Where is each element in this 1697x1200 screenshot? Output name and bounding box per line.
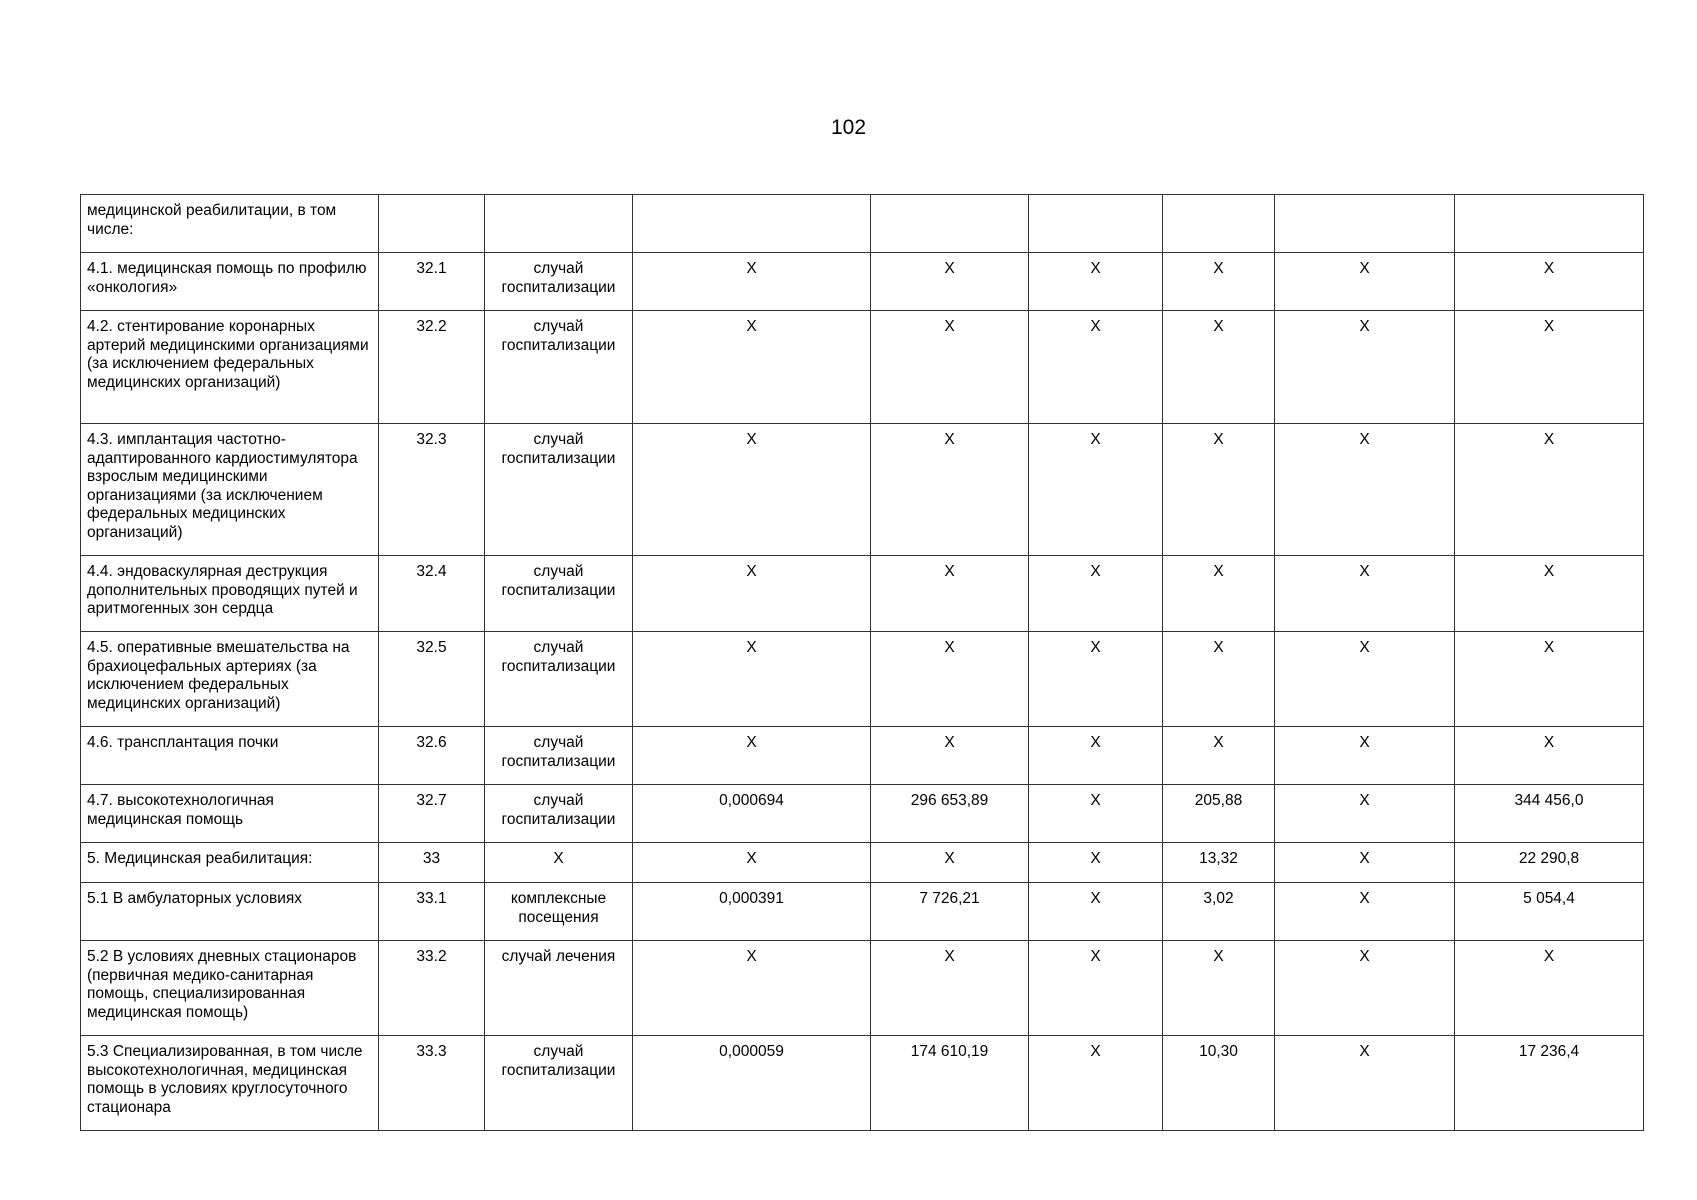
value-cell-3: X [633, 311, 871, 424]
table-row [81, 727, 1644, 785]
value-cell-5: X [1029, 727, 1163, 785]
value-cell-6: 10,30 [1163, 1036, 1275, 1131]
value-cell-5: X [1029, 424, 1163, 556]
value-cell-4: X [871, 843, 1029, 883]
value-cell-3: X [633, 727, 871, 785]
value-cell-6: X [1163, 556, 1275, 632]
row-name-cell: 5. Медицинская реабилитация: [81, 843, 379, 883]
row-name-cell: 4.6. трансплантация почки [81, 727, 379, 785]
value-cell-4: X [871, 727, 1029, 785]
value-cell-3: X [633, 843, 871, 883]
table-row [81, 883, 1644, 941]
value-cell-8: X [1455, 311, 1644, 424]
page-number: 102 [830, 116, 867, 139]
value-cell-4: 174 610,19 [871, 1036, 1029, 1131]
code-cell: 32.4 [379, 556, 485, 632]
table-row [81, 253, 1644, 311]
table-row [81, 632, 1644, 727]
value-cell-8: X [1455, 556, 1644, 632]
code-cell: 32.7 [379, 785, 485, 843]
value-cell-5: X [1029, 632, 1163, 727]
value-cell-7: X [1275, 727, 1455, 785]
table-row [81, 785, 1644, 843]
code-cell: 33 [379, 843, 485, 883]
value-cell-7: X [1275, 883, 1455, 941]
row-name-cell: 5.2 В условиях дневных стационаров (первичная медико-санитарная помощь, специализированная медицинская помощь) [81, 941, 379, 1036]
value-cell-7: X [1275, 843, 1455, 883]
value-cell-4: X [871, 311, 1029, 424]
value-cell-5 [1029, 195, 1163, 253]
value-cell-8: X [1455, 727, 1644, 785]
row-name-cell: медицинской реабилитации, в том числе: [81, 195, 379, 253]
unit-cell [485, 195, 633, 253]
unit-cell: случай госпитализации [485, 727, 633, 785]
unit-cell: случай госпитализации [485, 253, 633, 311]
value-cell-7: X [1275, 253, 1455, 311]
value-cell-4: X [871, 253, 1029, 311]
value-cell-7: X [1275, 556, 1455, 632]
table-row [81, 424, 1644, 556]
code-cell [379, 195, 485, 253]
value-cell-3: X [633, 941, 871, 1036]
row-name-cell: 4.2. стентирование коронарных артерий медицинскими организациями (за исключением федеральных медицинских организаций) [81, 311, 379, 424]
unit-cell: случай госпитализации [485, 424, 633, 556]
value-cell-3: X [633, 556, 871, 632]
row-name-cell: 5.3 Специализированная, в том числе высокотехнологичная, медицинская помощь в условиях круглосуточного стационара [81, 1036, 379, 1131]
value-cell-4 [871, 195, 1029, 253]
value-cell-5: X [1029, 311, 1163, 424]
value-cell-7 [1275, 195, 1455, 253]
table-row [81, 556, 1644, 632]
data-table [80, 194, 1644, 1131]
value-cell-6: 13,32 [1163, 843, 1275, 883]
code-cell: 33.2 [379, 941, 485, 1036]
value-cell-8: 22 290,8 [1455, 843, 1644, 883]
value-cell-5: X [1029, 941, 1163, 1036]
value-cell-6: X [1163, 253, 1275, 311]
value-cell-4: X [871, 556, 1029, 632]
value-cell-3: X [633, 424, 871, 556]
value-cell-6 [1163, 195, 1275, 253]
value-cell-3: 0,000059 [633, 1036, 871, 1131]
value-cell-5: X [1029, 843, 1163, 883]
value-cell-7: X [1275, 1036, 1455, 1131]
value-cell-6: X [1163, 424, 1275, 556]
row-name-cell: 4.4. эндоваскулярная деструкция дополнительных проводящих путей и аритмогенных зон сердца [81, 556, 379, 632]
code-cell: 33.3 [379, 1036, 485, 1131]
value-cell-8: X [1455, 632, 1644, 727]
code-cell: 32.6 [379, 727, 485, 785]
value-cell-7: X [1275, 632, 1455, 727]
value-cell-8: X [1455, 253, 1644, 311]
value-cell-3: 0,000694 [633, 785, 871, 843]
table-row [81, 843, 1644, 883]
value-cell-6: 3,02 [1163, 883, 1275, 941]
value-cell-6: X [1163, 941, 1275, 1036]
code-cell: 32.1 [379, 253, 485, 311]
value-cell-6: 205,88 [1163, 785, 1275, 843]
value-cell-8 [1455, 195, 1644, 253]
value-cell-4: X [871, 424, 1029, 556]
value-cell-8: X [1455, 424, 1644, 556]
row-name-cell: 4.7. высокотехнологичная медицинская помощь [81, 785, 379, 843]
code-cell: 33.1 [379, 883, 485, 941]
unit-cell: случай госпитализации [485, 556, 633, 632]
value-cell-3 [633, 195, 871, 253]
value-cell-7: X [1275, 311, 1455, 424]
code-cell: 32.5 [379, 632, 485, 727]
unit-cell: случай госпитализации [485, 311, 633, 424]
value-cell-3: X [633, 253, 871, 311]
table-row [81, 311, 1644, 424]
table-row [81, 195, 1644, 253]
value-cell-6: X [1163, 632, 1275, 727]
value-cell-4: X [871, 941, 1029, 1036]
value-cell-8: 344 456,0 [1455, 785, 1644, 843]
value-cell-7: X [1275, 424, 1455, 556]
value-cell-4: 7 726,21 [871, 883, 1029, 941]
value-cell-8: 17 236,4 [1455, 1036, 1644, 1131]
value-cell-7: X [1275, 941, 1455, 1036]
value-cell-5: X [1029, 253, 1163, 311]
value-cell-6: X [1163, 311, 1275, 424]
value-cell-3: 0,000391 [633, 883, 871, 941]
unit-cell: комплексные посещения [485, 883, 633, 941]
value-cell-5: X [1029, 556, 1163, 632]
value-cell-5: X [1029, 1036, 1163, 1131]
unit-cell: случай лечения [485, 941, 633, 1036]
value-cell-4: 296 653,89 [871, 785, 1029, 843]
value-cell-7: X [1275, 785, 1455, 843]
value-cell-6: X [1163, 727, 1275, 785]
value-cell-4: X [871, 632, 1029, 727]
value-cell-8: 5 054,4 [1455, 883, 1644, 941]
value-cell-5: X [1029, 883, 1163, 941]
code-cell: 32.2 [379, 311, 485, 424]
unit-cell: случай госпитализации [485, 785, 633, 843]
value-cell-3: X [633, 632, 871, 727]
row-name-cell: 4.3. имплантация частотно-адаптированного кардиостимулятора взрослым медицинскими организациями (за исключением федеральных медицинских организаций) [81, 424, 379, 556]
value-cell-8: X [1455, 941, 1644, 1036]
value-cell-5: X [1029, 785, 1163, 843]
code-cell: 32.3 [379, 424, 485, 556]
row-name-cell: 4.5. оперативные вмешательства на брахиоцефальных артериях (за исключением федеральных медицинских организаций) [81, 632, 379, 727]
table-row [81, 941, 1644, 1036]
unit-cell: случай госпитализации [485, 632, 633, 727]
row-name-cell: 4.1. медицинская помощь по профилю «онкология» [81, 253, 379, 311]
table-row [81, 1036, 1644, 1131]
row-name-cell: 5.1 В амбулаторных условиях [81, 883, 379, 941]
unit-cell: случай госпитализации [485, 1036, 633, 1131]
unit-cell: X [485, 843, 633, 883]
